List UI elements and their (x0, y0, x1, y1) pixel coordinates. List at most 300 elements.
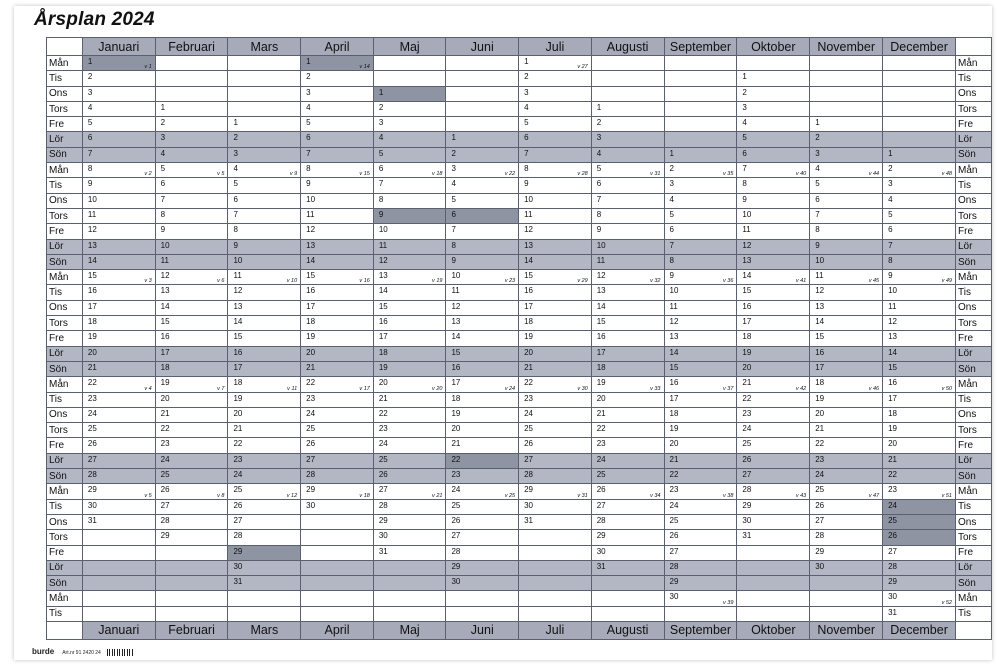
day-cell[interactable] (883, 469, 956, 484)
day-cell[interactable] (301, 484, 374, 499)
day-cell[interactable] (82, 117, 155, 132)
day-cell[interactable] (664, 361, 737, 376)
day-cell[interactable] (228, 438, 301, 453)
day-cell[interactable] (883, 300, 956, 315)
day-cell[interactable] (883, 208, 956, 223)
day-cell[interactable] (301, 285, 374, 300)
day-cell[interactable] (155, 178, 228, 193)
day-cell[interactable] (737, 117, 810, 132)
day-cell[interactable] (737, 316, 810, 331)
day-cell[interactable] (810, 514, 883, 529)
day-cell[interactable] (373, 224, 446, 239)
day-cell[interactable] (737, 224, 810, 239)
day-cell[interactable] (883, 361, 956, 376)
day-cell[interactable] (664, 163, 737, 178)
day-cell[interactable] (82, 316, 155, 331)
day-cell[interactable] (664, 423, 737, 438)
day-cell[interactable] (519, 300, 592, 315)
day-cell[interactable] (228, 361, 301, 376)
day-cell[interactable] (228, 560, 301, 575)
day-cell[interactable] (155, 208, 228, 223)
day-cell[interactable] (82, 407, 155, 422)
day-cell[interactable] (591, 346, 664, 361)
day-cell[interactable] (155, 361, 228, 376)
day-cell[interactable] (519, 377, 592, 392)
day-cell[interactable] (373, 407, 446, 422)
day-cell[interactable] (519, 86, 592, 101)
day-cell[interactable] (591, 438, 664, 453)
day-cell[interactable] (737, 86, 810, 101)
day-cell[interactable] (446, 147, 519, 162)
day-cell[interactable] (228, 254, 301, 269)
day-cell[interactable] (373, 484, 446, 499)
day-cell[interactable] (519, 423, 592, 438)
day-cell[interactable] (519, 239, 592, 254)
day-cell[interactable] (737, 423, 810, 438)
day-cell[interactable] (810, 423, 883, 438)
day-cell[interactable] (664, 499, 737, 514)
day-cell[interactable] (228, 469, 301, 484)
day-cell[interactable] (883, 377, 956, 392)
day-cell[interactable] (301, 316, 374, 331)
day-cell[interactable] (155, 484, 228, 499)
day-cell[interactable] (446, 316, 519, 331)
day-cell[interactable] (810, 285, 883, 300)
day-cell[interactable] (301, 86, 374, 101)
day-cell[interactable] (446, 438, 519, 453)
day-cell[interactable] (373, 239, 446, 254)
day-cell[interactable] (228, 407, 301, 422)
day-cell[interactable] (155, 346, 228, 361)
day-cell[interactable] (446, 331, 519, 346)
day-cell[interactable] (883, 331, 956, 346)
day-cell[interactable] (664, 300, 737, 315)
day-cell[interactable] (591, 224, 664, 239)
day-cell[interactable] (591, 361, 664, 376)
day-cell[interactable] (228, 346, 301, 361)
day-cell[interactable] (446, 484, 519, 499)
day-cell[interactable] (737, 285, 810, 300)
day-cell[interactable] (883, 591, 956, 606)
day-cell[interactable] (737, 71, 810, 86)
day-cell[interactable] (591, 530, 664, 545)
day-cell[interactable] (737, 239, 810, 254)
day-cell[interactable] (810, 407, 883, 422)
day-cell[interactable] (883, 423, 956, 438)
day-cell[interactable] (519, 453, 592, 468)
day-cell[interactable] (373, 361, 446, 376)
day-cell[interactable] (810, 499, 883, 514)
day-cell[interactable] (228, 499, 301, 514)
day-cell[interactable] (664, 377, 737, 392)
day-cell[interactable] (519, 514, 592, 529)
day-cell[interactable] (228, 514, 301, 529)
day-cell[interactable] (737, 163, 810, 178)
day-cell[interactable] (664, 254, 737, 269)
day-cell[interactable] (373, 117, 446, 132)
day-cell[interactable] (737, 361, 810, 376)
day-cell[interactable] (373, 178, 446, 193)
day-cell[interactable] (228, 163, 301, 178)
day-cell[interactable] (664, 270, 737, 285)
day-cell[interactable] (519, 132, 592, 147)
day-cell[interactable] (155, 438, 228, 453)
day-cell[interactable] (155, 392, 228, 407)
day-cell[interactable] (82, 514, 155, 529)
day-cell[interactable] (591, 178, 664, 193)
day-cell[interactable] (591, 423, 664, 438)
day-cell[interactable] (155, 254, 228, 269)
day-cell[interactable] (737, 407, 810, 422)
day-cell[interactable] (301, 193, 374, 208)
day-cell[interactable] (82, 438, 155, 453)
day-cell[interactable] (737, 514, 810, 529)
day-cell[interactable] (301, 377, 374, 392)
day-cell[interactable] (519, 193, 592, 208)
day-cell[interactable] (737, 484, 810, 499)
day-cell[interactable] (228, 270, 301, 285)
day-cell[interactable] (883, 163, 956, 178)
day-cell[interactable] (82, 377, 155, 392)
day-cell[interactable] (82, 270, 155, 285)
day-cell[interactable] (446, 530, 519, 545)
day-cell[interactable] (664, 346, 737, 361)
day-cell[interactable] (228, 484, 301, 499)
day-cell[interactable] (591, 208, 664, 223)
day-cell[interactable] (228, 147, 301, 162)
day-cell[interactable] (883, 560, 956, 575)
day-cell[interactable] (883, 285, 956, 300)
day-cell[interactable] (373, 270, 446, 285)
day-cell[interactable] (82, 224, 155, 239)
day-cell[interactable] (373, 300, 446, 315)
day-cell[interactable] (519, 270, 592, 285)
day-cell[interactable] (737, 499, 810, 514)
day-cell[interactable] (446, 514, 519, 529)
day-cell[interactable] (301, 239, 374, 254)
day-cell[interactable] (228, 224, 301, 239)
day-cell[interactable] (446, 270, 519, 285)
day-cell[interactable] (810, 530, 883, 545)
day-cell[interactable] (810, 300, 883, 315)
day-cell[interactable] (301, 117, 374, 132)
day-cell[interactable] (82, 132, 155, 147)
day-cell[interactable] (155, 147, 228, 162)
day-cell[interactable] (664, 392, 737, 407)
day-cell[interactable] (228, 377, 301, 392)
day-cell[interactable] (82, 56, 155, 71)
day-cell[interactable] (883, 606, 956, 621)
day-cell[interactable] (82, 300, 155, 315)
day-cell[interactable] (301, 101, 374, 116)
day-cell[interactable] (446, 132, 519, 147)
day-cell[interactable] (301, 392, 374, 407)
day-cell[interactable] (228, 132, 301, 147)
day-cell[interactable] (810, 560, 883, 575)
day-cell[interactable] (82, 361, 155, 376)
day-cell[interactable] (373, 208, 446, 223)
day-cell[interactable] (301, 163, 374, 178)
day-cell[interactable] (301, 407, 374, 422)
day-cell[interactable] (373, 254, 446, 269)
day-cell[interactable] (591, 377, 664, 392)
day-cell[interactable] (810, 117, 883, 132)
day-cell[interactable] (737, 300, 810, 315)
day-cell[interactable] (373, 193, 446, 208)
day-cell[interactable] (591, 193, 664, 208)
day-cell[interactable] (228, 576, 301, 591)
day-cell[interactable] (82, 499, 155, 514)
day-cell[interactable] (301, 423, 374, 438)
day-cell[interactable] (373, 438, 446, 453)
day-cell[interactable] (519, 499, 592, 514)
day-cell[interactable] (737, 147, 810, 162)
day-cell[interactable] (591, 560, 664, 575)
day-cell[interactable] (519, 316, 592, 331)
day-cell[interactable] (446, 392, 519, 407)
day-cell[interactable] (228, 331, 301, 346)
day-cell[interactable] (737, 208, 810, 223)
day-cell[interactable] (883, 193, 956, 208)
day-cell[interactable] (373, 545, 446, 560)
day-cell[interactable] (519, 392, 592, 407)
day-cell[interactable] (519, 224, 592, 239)
day-cell[interactable] (301, 300, 374, 315)
day-cell[interactable] (519, 331, 592, 346)
day-cell[interactable] (519, 163, 592, 178)
day-cell[interactable] (883, 346, 956, 361)
day-cell[interactable] (228, 545, 301, 560)
day-cell[interactable] (664, 285, 737, 300)
day-cell[interactable] (664, 530, 737, 545)
day-cell[interactable] (155, 316, 228, 331)
day-cell[interactable] (446, 300, 519, 315)
day-cell[interactable] (664, 316, 737, 331)
day-cell[interactable] (737, 270, 810, 285)
day-cell[interactable] (810, 438, 883, 453)
day-cell[interactable] (373, 86, 446, 101)
day-cell[interactable] (883, 530, 956, 545)
day-cell[interactable] (446, 163, 519, 178)
day-cell[interactable] (155, 300, 228, 315)
day-cell[interactable] (82, 254, 155, 269)
day-cell[interactable] (446, 346, 519, 361)
day-cell[interactable] (519, 407, 592, 422)
day-cell[interactable] (373, 285, 446, 300)
day-cell[interactable] (591, 453, 664, 468)
day-cell[interactable] (664, 560, 737, 575)
day-cell[interactable] (664, 545, 737, 560)
day-cell[interactable] (228, 423, 301, 438)
day-cell[interactable] (591, 316, 664, 331)
day-cell[interactable] (737, 132, 810, 147)
day-cell[interactable] (301, 178, 374, 193)
day-cell[interactable] (519, 178, 592, 193)
day-cell[interactable] (810, 392, 883, 407)
day-cell[interactable] (301, 71, 374, 86)
day-cell[interactable] (591, 163, 664, 178)
day-cell[interactable] (519, 56, 592, 71)
day-cell[interactable] (155, 530, 228, 545)
day-cell[interactable] (664, 239, 737, 254)
day-cell[interactable] (82, 423, 155, 438)
day-cell[interactable] (155, 193, 228, 208)
day-cell[interactable] (591, 270, 664, 285)
day-cell[interactable] (591, 499, 664, 514)
day-cell[interactable] (155, 499, 228, 514)
day-cell[interactable] (810, 254, 883, 269)
day-cell[interactable] (664, 438, 737, 453)
day-cell[interactable] (810, 270, 883, 285)
day-cell[interactable] (373, 392, 446, 407)
day-cell[interactable] (591, 132, 664, 147)
day-cell[interactable] (664, 147, 737, 162)
day-cell[interactable] (810, 346, 883, 361)
day-cell[interactable] (737, 438, 810, 453)
day-cell[interactable] (883, 178, 956, 193)
day-cell[interactable] (810, 224, 883, 239)
day-cell[interactable] (591, 101, 664, 116)
day-cell[interactable] (810, 469, 883, 484)
day-cell[interactable] (810, 484, 883, 499)
day-cell[interactable] (883, 499, 956, 514)
day-cell[interactable] (301, 499, 374, 514)
day-cell[interactable] (883, 514, 956, 529)
day-cell[interactable] (155, 132, 228, 147)
day-cell[interactable] (664, 407, 737, 422)
day-cell[interactable] (664, 224, 737, 239)
day-cell[interactable] (737, 377, 810, 392)
day-cell[interactable] (591, 484, 664, 499)
day-cell[interactable] (664, 576, 737, 591)
day-cell[interactable] (810, 178, 883, 193)
day-cell[interactable] (301, 224, 374, 239)
day-cell[interactable] (155, 224, 228, 239)
day-cell[interactable] (883, 147, 956, 162)
day-cell[interactable] (810, 208, 883, 223)
day-cell[interactable] (591, 117, 664, 132)
day-cell[interactable] (228, 208, 301, 223)
day-cell[interactable] (373, 377, 446, 392)
day-cell[interactable] (373, 499, 446, 514)
day-cell[interactable] (446, 423, 519, 438)
day-cell[interactable] (82, 469, 155, 484)
day-cell[interactable] (519, 147, 592, 162)
day-cell[interactable] (155, 285, 228, 300)
day-cell[interactable] (446, 208, 519, 223)
day-cell[interactable] (82, 392, 155, 407)
day-cell[interactable] (591, 392, 664, 407)
day-cell[interactable] (155, 101, 228, 116)
day-cell[interactable] (301, 56, 374, 71)
day-cell[interactable] (82, 239, 155, 254)
day-cell[interactable] (82, 208, 155, 223)
day-cell[interactable] (737, 392, 810, 407)
day-cell[interactable] (446, 407, 519, 422)
day-cell[interactable] (155, 117, 228, 132)
day-cell[interactable] (446, 254, 519, 269)
day-cell[interactable] (883, 270, 956, 285)
day-cell[interactable] (446, 377, 519, 392)
day-cell[interactable] (810, 239, 883, 254)
day-cell[interactable] (446, 239, 519, 254)
day-cell[interactable] (155, 407, 228, 422)
day-cell[interactable] (301, 132, 374, 147)
day-cell[interactable] (591, 285, 664, 300)
day-cell[interactable] (591, 300, 664, 315)
day-cell[interactable] (446, 560, 519, 575)
day-cell[interactable] (883, 453, 956, 468)
day-cell[interactable] (155, 163, 228, 178)
day-cell[interactable] (591, 545, 664, 560)
day-cell[interactable] (737, 331, 810, 346)
day-cell[interactable] (810, 377, 883, 392)
day-cell[interactable] (301, 469, 374, 484)
day-cell[interactable] (373, 453, 446, 468)
day-cell[interactable] (446, 499, 519, 514)
day-cell[interactable] (155, 270, 228, 285)
day-cell[interactable] (883, 224, 956, 239)
day-cell[interactable] (82, 484, 155, 499)
day-cell[interactable] (810, 361, 883, 376)
day-cell[interactable] (301, 346, 374, 361)
day-cell[interactable] (883, 576, 956, 591)
day-cell[interactable] (883, 316, 956, 331)
day-cell[interactable] (155, 514, 228, 529)
day-cell[interactable] (664, 208, 737, 223)
day-cell[interactable] (373, 316, 446, 331)
day-cell[interactable] (446, 178, 519, 193)
day-cell[interactable] (519, 285, 592, 300)
day-cell[interactable] (373, 514, 446, 529)
day-cell[interactable] (301, 438, 374, 453)
day-cell[interactable] (82, 331, 155, 346)
day-cell[interactable] (82, 101, 155, 116)
day-cell[interactable] (373, 163, 446, 178)
day-cell[interactable] (228, 178, 301, 193)
day-cell[interactable] (82, 71, 155, 86)
day-cell[interactable] (373, 346, 446, 361)
day-cell[interactable] (737, 453, 810, 468)
day-cell[interactable] (301, 331, 374, 346)
day-cell[interactable] (301, 453, 374, 468)
day-cell[interactable] (228, 117, 301, 132)
day-cell[interactable] (446, 224, 519, 239)
day-cell[interactable] (82, 285, 155, 300)
day-cell[interactable] (228, 193, 301, 208)
day-cell[interactable] (228, 239, 301, 254)
day-cell[interactable] (519, 71, 592, 86)
day-cell[interactable] (373, 147, 446, 162)
day-cell[interactable] (664, 484, 737, 499)
day-cell[interactable] (737, 101, 810, 116)
day-cell[interactable] (228, 285, 301, 300)
day-cell[interactable] (228, 300, 301, 315)
day-cell[interactable] (155, 453, 228, 468)
day-cell[interactable] (373, 469, 446, 484)
day-cell[interactable] (883, 392, 956, 407)
day-cell[interactable] (810, 331, 883, 346)
day-cell[interactable] (301, 361, 374, 376)
day-cell[interactable] (591, 147, 664, 162)
day-cell[interactable] (810, 132, 883, 147)
day-cell[interactable] (664, 514, 737, 529)
day-cell[interactable] (82, 147, 155, 162)
day-cell[interactable] (737, 530, 810, 545)
day-cell[interactable] (591, 514, 664, 529)
day-cell[interactable] (82, 163, 155, 178)
day-cell[interactable] (446, 545, 519, 560)
